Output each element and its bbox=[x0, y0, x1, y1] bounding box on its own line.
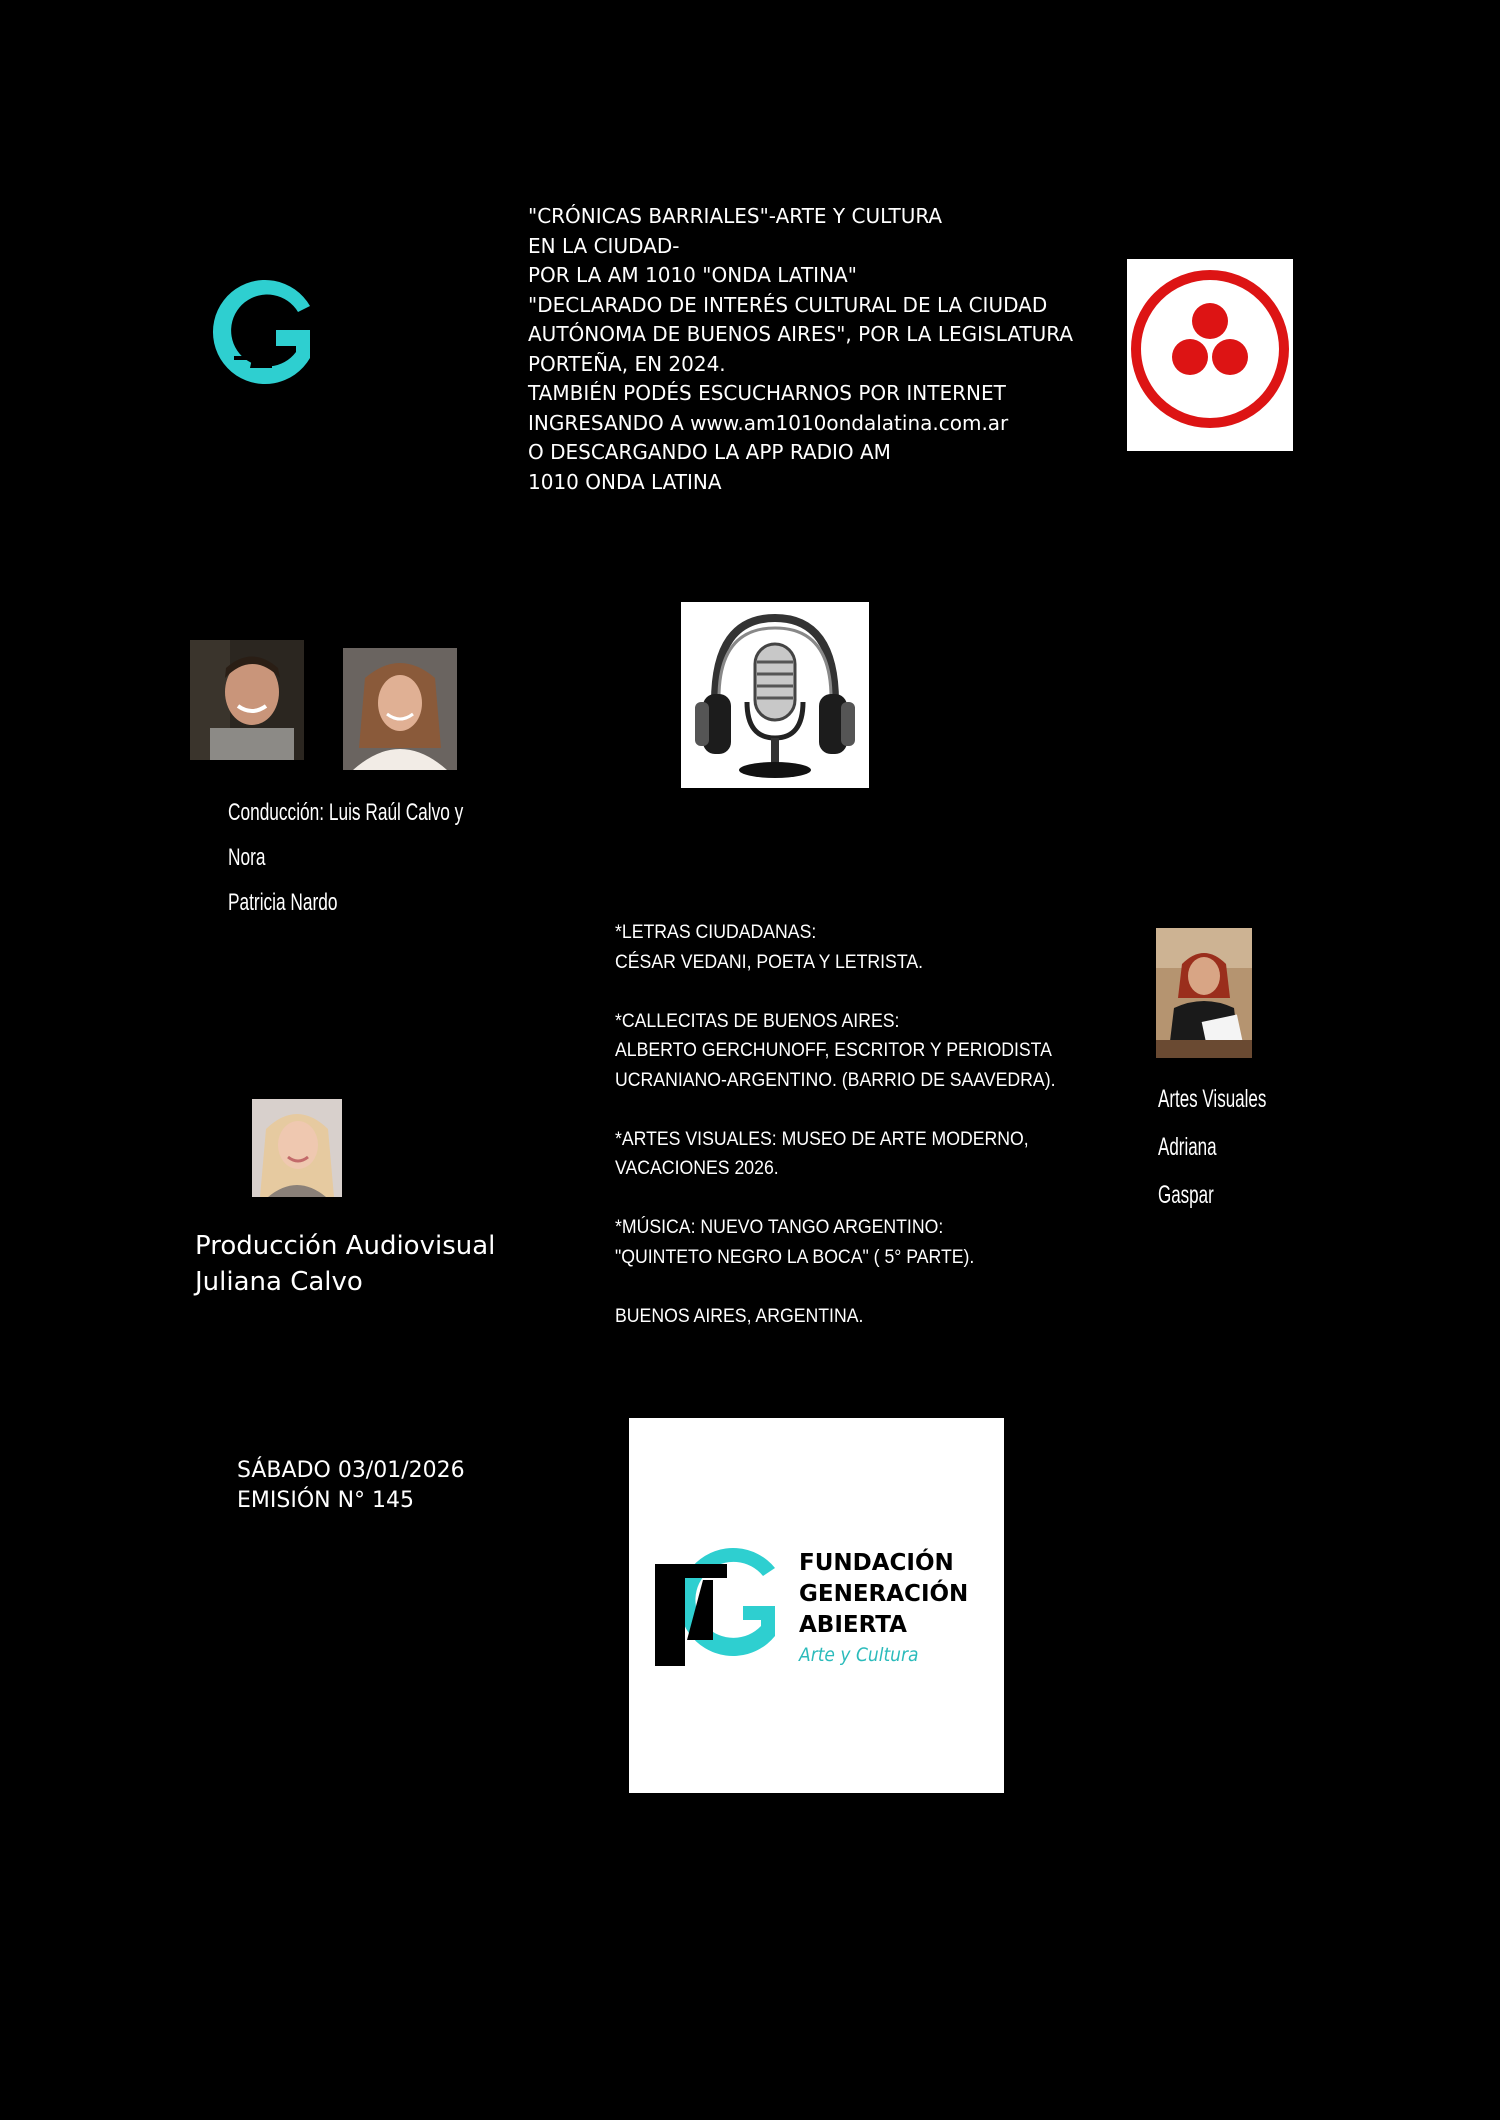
photo-adriana-gaspar bbox=[1156, 928, 1252, 1058]
fundacion-subtitle: Arte y Cultura bbox=[799, 1644, 919, 1666]
ag-logo bbox=[210, 268, 325, 393]
fga-logo-icon bbox=[651, 1540, 801, 1670]
host-photo-nora bbox=[343, 648, 457, 770]
program-header: "CRÓNICAS BARRIALES"-ARTE Y CULTURA EN LA CIUDAD- POR LA AM 1010 "ONDA LATINA" "DECLARADO DE INTERÉS CULTURAL DE LA CIUDAD AUTÓNOMA DE BUENOS AIRES", POR LA LEGISLATURA PORTEÑA, EN 2024. TAMBIÉN PODÉS ESCUCHARNOS POR INTERNET INGRESANDO A www.am1010ondalatina.com.ar O DESCARGANDO LA APP RADIO AM 1010 ONDA LATINA bbox=[528, 204, 1074, 494]
microphone-headphones-icon bbox=[681, 602, 869, 788]
fundacion-logo-card bbox=[629, 1418, 1004, 1793]
production-caption: Producción Audiovisual Juliana Calvo bbox=[195, 1231, 496, 1297]
fundacion-name: FUNDACIÓN GENERACIÓN ABIERTA bbox=[799, 1550, 969, 1638]
photo-juliana-calvo bbox=[252, 1099, 342, 1197]
visual-arts-caption: Artes Visuales Adriana Gaspar bbox=[1158, 1085, 1267, 1209]
broadcast-date: SÁBADO 03/01/2026 EMISIÓN N° 145 bbox=[237, 1458, 465, 1513]
hosts-caption: Conducción: Luis Raúl Calvo y Nora Patricia Nardo bbox=[228, 799, 464, 916]
host-photo-luis bbox=[190, 640, 304, 760]
episode-contents: *LETRAS CIUDADANAS: CÉSAR VEDANI, POETA Y LETRISTA. *CALLECITAS DE BUENOS AIRES: ALBERTO GERCHUNOFF, ESCRITOR Y PERIODISTA UCRANIANO-ARGENTINO. (BARRIO DE SAAVEDRA). *ARTES VISUALES: MUSEO DE ARTE MODERNO, VACACIONES 2026. *MÚSICA: NUEVO TANGO ARGENTINO: "QUINTETO NEGRO LA BOCA" ( 5° PARTE). BUENOS AIRES, ARGENTINA. bbox=[615, 922, 1056, 1327]
banner-of-peace-symbol bbox=[1127, 259, 1293, 451]
